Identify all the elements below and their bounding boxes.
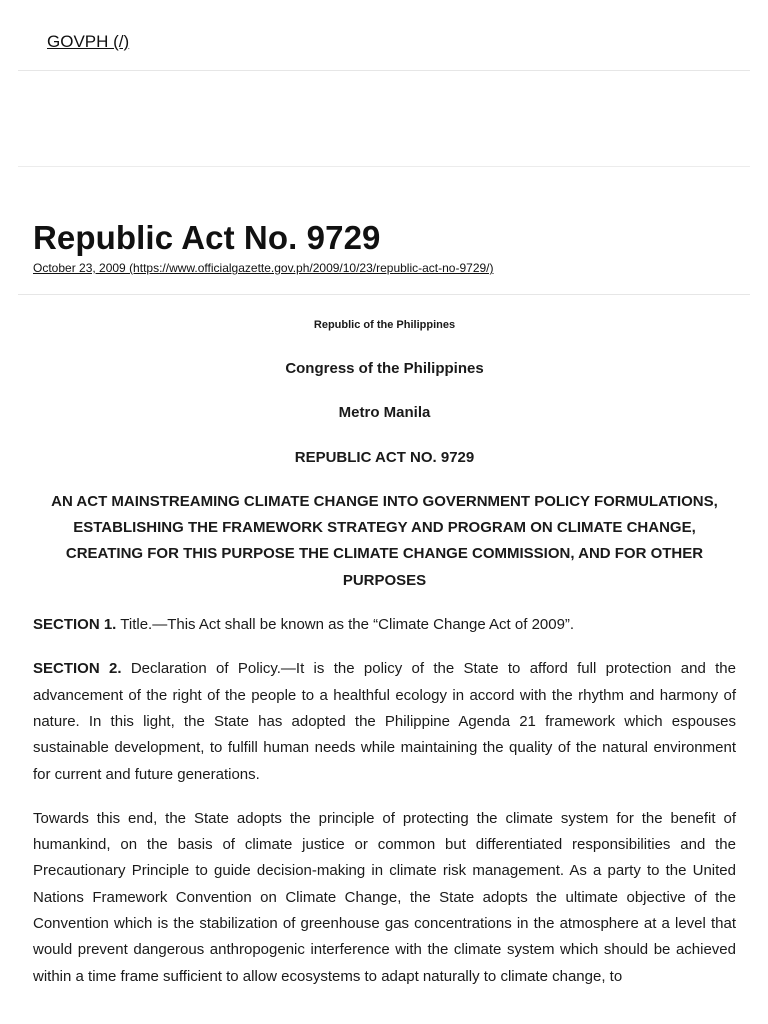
section-2-label: SECTION 2. (33, 660, 122, 678)
act-title-heading: AN ACT MAINSTREAMING CLIMATE CHANGE INTO GOVERNMENT POLICY FORMULATIONS, ESTABLISHING THE FRAMEWORK STRATEGY AND PROGRAM ON CLIMATE CHANGE, CREATING FOR THIS PURPOSE THE CLIMATE CHANGE COMMISSION, AND FOR OTHER PURPOSES (51, 492, 718, 589)
section-2-paragraph (33, 656, 736, 787)
banner-area (18, 71, 750, 167)
congress-heading: Congress of the Philippines (285, 360, 484, 377)
date-permalink[interactable]: October 23, 2009 (https://www.officialgazette.gov.ph/2009/10/23/republic-act-no-9729/) (33, 261, 494, 275)
section-1-label: SECTION 1. (33, 616, 117, 634)
act-number-heading: REPUBLIC ACT NO. 9729 (294, 448, 475, 466)
section-1-text: Title.—This Act shall be known as the “Climate Change Act of 2009”. (120, 616, 575, 634)
republic-heading: Republic of the Philippines (313, 319, 456, 331)
location-heading: Metro Manila (338, 404, 431, 422)
section-1-paragraph (33, 612, 736, 638)
article-header (18, 167, 750, 295)
policy-paragraph: Towards this end, the State adopts the principle of protecting the climate system for the benefit of humankind, on the basis of climate justice or common but differentiated responsibilities and the Precautionary Principle to guide decision-making in climate risk management. As a party to the United Nations Framework Convention on Climate Change, the State adopts the ultimate objective of the Convention which is the stabilization of greenhouse gas concentrations in the atmosphere at a level that would prevent dangerous anthropogenic interference with the climate system which should be achieved within a time frame sufficient to allow ecosystems to adapt naturally to climate change, to (33, 809, 736, 985)
page-title: Republic Act No. 9729 (33, 219, 381, 256)
govph-link[interactable]: GOVPH (/) (47, 32, 130, 51)
section-2-text: Declaration of Policy.—It is the policy of the State to afford full protection and the advancement of the right of the people to a healthful ecology in accord with the rhythm and harmony of nature. In this light, the State has adopted the Philippine Agenda 21 framework which espouses sustainable development, to fulfill human needs while maintaining the quality of the natural environment for current and future generations. (33, 660, 736, 783)
article-body (33, 312, 736, 1008)
top-navigation-bar (18, 0, 750, 71)
